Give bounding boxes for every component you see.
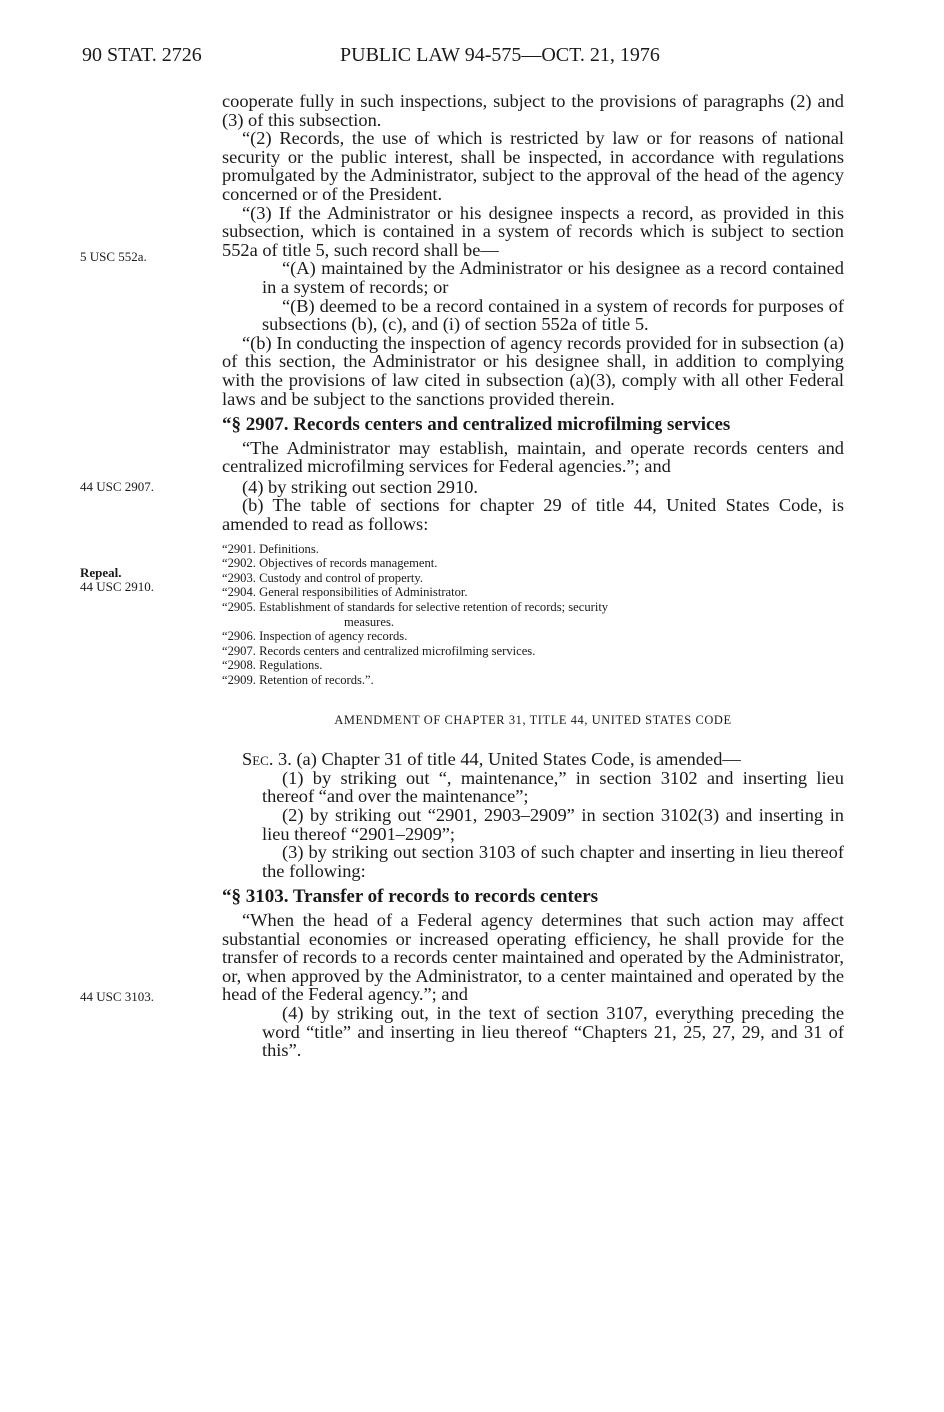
list-item: “2901. Definitions. [222,541,319,556]
paragraph: Sec. 3. (a) Chapter 31 of title 44, United States Code, is amended— [242,749,741,770]
list-item: “2904. General responsibilities of Administrator. [222,585,468,600]
paragraph: “(b) In conducting the inspection of agency records provided for in subsection (a) of this section, the Administrator or his designee shall, in addition to complying with the provisions of law cited in subsection (a)(3), comply with all other Federal laws and be subject to the sanctions provided therein. [222,332,844,409]
paragraph: (1) by striking out “, maintenance,” in section 3102 and inserting lieu thereof “and over the maintenance”; [262,767,844,807]
paragraph: “When the head of a Federal agency determines that such action may affect substantial economies or increased operating efficiency, he shall provide for the transfer of records to a records center maintained and operated by the Administrator, or, when approved by the Administrator, to a center maintained and operated by the head of the Federal agency.”; and [222,909,844,1005]
list-item: “2906. Inspection of agency records. [222,629,408,644]
list-item: “2909. Retention of records.”. [222,673,374,687]
paragraph: cooperate fully in such inspections, subject to the provisions of paragraphs (2) and (3) of this subsection. [222,91,844,130]
paragraph: (3) by striking out section 3103 of such chapter and inserting in lieu thereof the following: [262,842,844,881]
paragraph: (4) by striking out section 2910. [242,476,478,497]
section-heading: “§ 2907. Records centers and centralized microfilming services [222,414,731,436]
running-header: PUBLIC LAW 94-575—OCT. 21, 1976 [340,44,660,66]
margin-note-44usc3103: 44 USC 3103. [80,989,155,1004]
page-stat-number: 90 STAT. 2726 [82,44,202,66]
list-item: “2902. Objectives of records management. [222,556,438,571]
paragraph: “(A) maintained by the Administrator or his designee as a record contained in a system of records; or [262,258,844,297]
section-heading: “§ 3103. Transfer of records to records centers [222,886,599,908]
table-of-sections [222,542,844,688]
paragraph: “(2) Records, the use of which is restricted by law or for reasons of national security or the public interest, shall be inspected, in accordance with regulations promulgated by the Administrator, subject to the approval of the head of the agency concerned or of the President. [222,128,844,204]
paragraph: (2) by striking out “2901, 2903–2909” in section 3102(3) and inserting in lieu thereof “2901–2909”; [262,804,844,844]
margin-note-repeal: Repeal. [80,565,122,580]
list-item: “2908. Regulations. [222,658,323,673]
paragraph: “(B) deemed to be a record contained in a system of records for purposes of subsections (b), (c), and (i) of section 552a of title 5. [262,295,844,335]
paragraph: “(3) If the Administrator or his designee inspects a record, as provided in this subsection, which is contained in a system of records which is subject to section 552a of title 5, such record shall be— [222,202,844,260]
amendment-heading: AMENDMENT OF CHAPTER 31, TITLE 44, UNITED STATES CODE [334,712,732,727]
margin-note-44usc2910: 44 USC 2910. [80,579,155,594]
body-text [222,92,844,1060]
paragraph: (4) by striking out, in the text of section 3107, everything preceding the word “title” and inserting in lieu thereof “Chapters 21, 25, 27, 29, and 31 of this”. [262,1002,844,1061]
margin-note-44usc2907: 44 USC 2907. [80,479,155,494]
paragraph: (b) The table of sections for chapter 29 of title 44, United States Code, is amended to read as follows: [222,495,844,535]
margin-note-5usc552a: 5 USC 552a. [80,249,147,264]
list-item: “2903. Custody and control of property. [222,570,424,585]
list-item: “2907. Records centers and centralized microfilming services. [222,643,536,658]
list-item: “2905. Establishment of standards for selective retention of records; security measures. [222,600,609,629]
paragraph: “The Administrator may establish, maintain, and operate records centers and centralized microfilming services for Federal agencies.”; and [222,437,844,477]
